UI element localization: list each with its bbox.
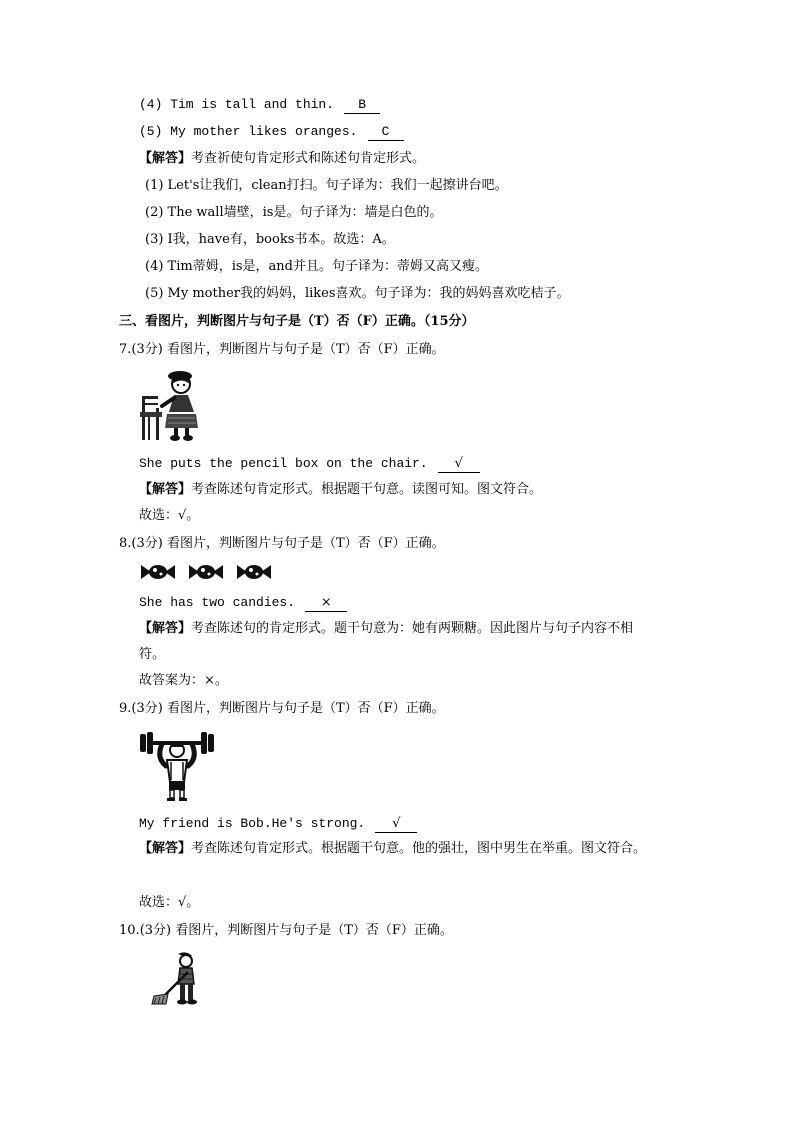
analysis-text: 考查陈述句肯定形式。根据题干句意。他的强壮，图中男生在举重。图文符合。 bbox=[191, 841, 647, 856]
three-candies-icon bbox=[139, 561, 275, 583]
question-8-result: 故答案为：×。 bbox=[139, 673, 228, 688]
candy-icon bbox=[141, 565, 175, 579]
question-number: 9. bbox=[119, 701, 132, 716]
analysis-label: 【解答】 bbox=[139, 621, 192, 636]
question-number: 8. bbox=[119, 536, 132, 551]
question-7-analysis bbox=[139, 481, 542, 499]
candy-icon bbox=[189, 565, 223, 579]
question-9-result: 故选：√。 bbox=[139, 895, 200, 910]
prev-q5-answer: C bbox=[368, 124, 404, 141]
question-sentence: She puts the pencil box on the chair. bbox=[139, 456, 428, 471]
prev-analysis bbox=[139, 150, 425, 168]
question-number: 10. bbox=[119, 923, 140, 938]
question-8-sentence-line bbox=[139, 594, 347, 612]
question-sentence: She has two candies. bbox=[139, 595, 296, 610]
prev-q5 bbox=[139, 123, 404, 141]
question-7-result: 故选：√。 bbox=[139, 508, 200, 523]
answer-blank: √ bbox=[438, 456, 480, 473]
prev-q4 bbox=[139, 96, 380, 114]
question-8-analysis bbox=[139, 620, 633, 638]
analysis-text: 考查祈使句肯定形式和陈述句肯定形式。 bbox=[191, 151, 426, 166]
prev-explanation-5: (5) My mother我的妈妈，likes喜欢。句子译为：我的妈妈喜欢吃桔子。 bbox=[145, 286, 570, 301]
prev-explanation-3: (3) I我，have有，books书本。故选：A。 bbox=[145, 232, 395, 247]
candy-icon bbox=[237, 565, 271, 579]
section-title: 三、看图片，判断图片与句子是（T）否（F）正确。（15分） bbox=[119, 314, 475, 329]
question-sentence: My friend is Bob.He's strong. bbox=[139, 816, 366, 831]
analysis-text: 考查陈述句肯定形式。根据题干句意。读图可知。图文符合。 bbox=[191, 482, 543, 497]
question-7-sentence-line bbox=[139, 455, 480, 473]
analysis-text: 考查陈述句的肯定形式。题干句意为：她有两颗糖。因此图片与句子内容不相 bbox=[191, 621, 634, 636]
question-number: 7. bbox=[119, 342, 132, 357]
girl-chair-icon bbox=[138, 368, 202, 442]
question-9-analysis bbox=[139, 840, 646, 858]
question-8-analysis-cont: 符。 bbox=[139, 647, 166, 662]
analysis-label: 【解答】 bbox=[139, 841, 192, 856]
question-prompt: (3分) 看图片，判断图片与句子是（T）否（F）正确。 bbox=[139, 923, 453, 938]
prev-q4-stem: (4) Tim is tall and thin. bbox=[139, 97, 335, 112]
analysis-label: 【解答】 bbox=[139, 151, 192, 166]
question-10-prompt bbox=[119, 922, 453, 940]
question-8-prompt bbox=[119, 535, 445, 553]
boy-sweeping-icon bbox=[148, 950, 206, 1008]
question-9-prompt bbox=[119, 700, 445, 718]
prev-explanation-1: (1) Let's让我们，clean打扫。句子译为：我们一起擦讲台吧。 bbox=[145, 178, 508, 193]
prev-q4-answer: B bbox=[344, 97, 380, 114]
prev-explanation-2: (2) The wall墙壁，is是。句子译为：墙是白色的。 bbox=[145, 205, 443, 220]
question-9-sentence-line bbox=[139, 815, 417, 833]
prev-q5-stem: (5) My mother likes oranges. bbox=[139, 124, 358, 139]
answer-blank: × bbox=[305, 595, 347, 612]
question-prompt: (3分) 看图片，判断图片与句子是（T）否（F）正确。 bbox=[131, 701, 445, 716]
weightlifter-icon bbox=[138, 728, 216, 802]
analysis-label: 【解答】 bbox=[139, 482, 192, 497]
question-prompt: (3分) 看图片，判断图片与句子是（T）否（F）正确。 bbox=[131, 342, 445, 357]
prev-explanation-4: (4) Tim蒂姆，is是，and并且。句子译为：蒂姆又高又瘦。 bbox=[145, 259, 488, 274]
question-prompt: (3分) 看图片，判断图片与句子是（T）否（F）正确。 bbox=[131, 536, 445, 551]
answer-blank: √ bbox=[375, 816, 417, 833]
question-7-prompt bbox=[119, 341, 445, 359]
